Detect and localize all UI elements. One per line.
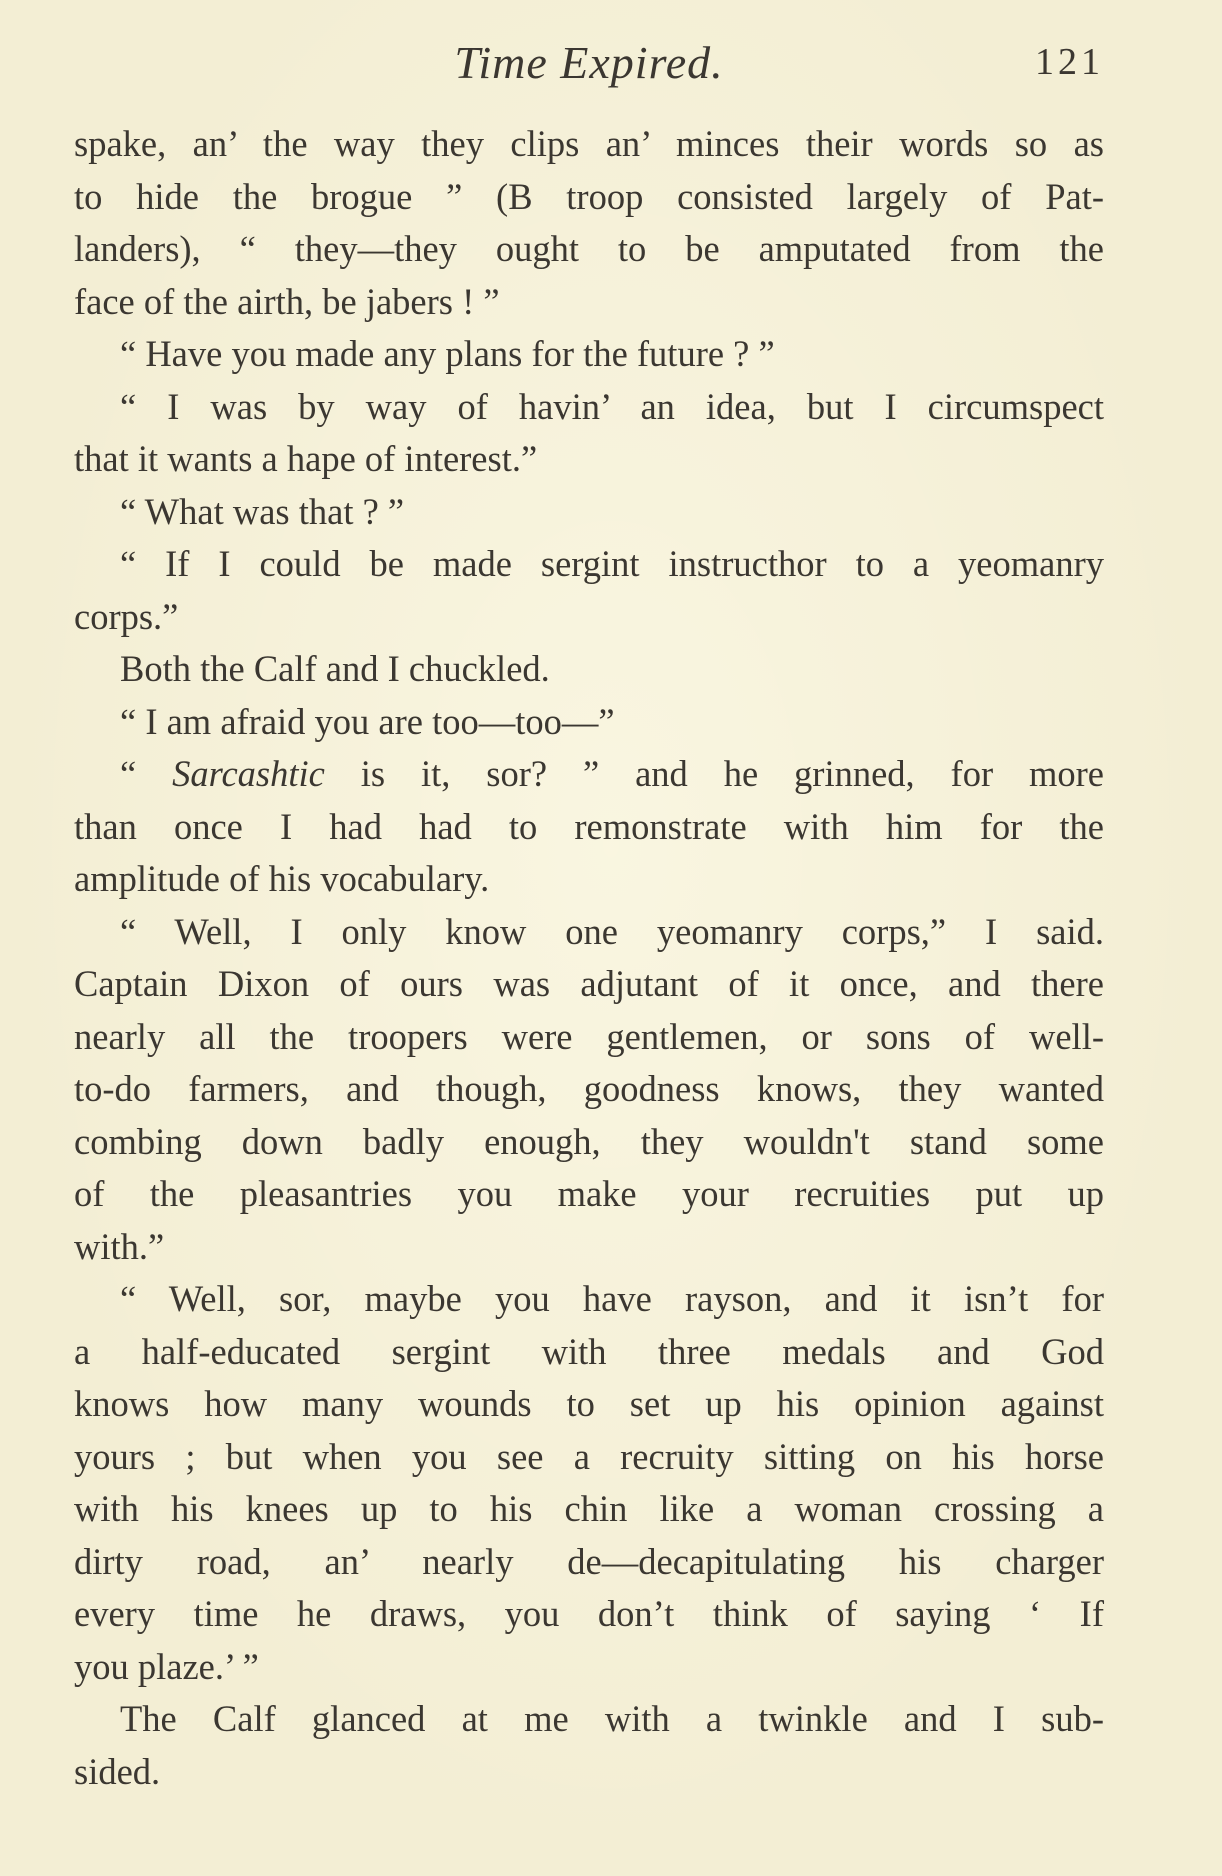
text-line: with his knees up to his chin like a woman crossing a	[74, 1488, 1104, 1529]
text-line: “ I was by way of havin’ an idea, but I circumspect	[120, 385, 1104, 427]
text-line: to-do farmers, and though, goodness knows, they wanted	[74, 1068, 1104, 1109]
text-line: Captain Dixon of ours was adjutant of it once, and there	[74, 963, 1104, 1004]
text-line: “ Well, I only know one yeomanry corps,” I said.	[120, 910, 1104, 952]
text-fragment: is it, sor? ” and he grinned, for more	[324, 753, 1105, 794]
text-line: every time he draws, you don’t think of saying ‘ If	[74, 1593, 1104, 1634]
text-line: spake, an’ the way they clips an’ minces their words so as	[74, 123, 1104, 164]
text-line: you plaze.’ ”	[74, 1645, 259, 1687]
text-line: sided.	[74, 1750, 161, 1792]
text-line: “ Have you made any plans for the future ? ”	[120, 333, 775, 374]
text-line: than once I had had to remonstrate with him for the	[74, 805, 1104, 847]
body-text	[74, 118, 1104, 1798]
text-line: face of the airth, be jabers ! ”	[74, 280, 500, 322]
text-line	[74, 748, 1104, 801]
text-line: nearly all the troopers were gentlemen, or sons of well-	[74, 1015, 1104, 1057]
text-line: yours ; but when you see a recruity sitting on his horse	[74, 1435, 1104, 1477]
text-line: with.”	[74, 1225, 165, 1267]
text-line: “ I am afraid you are too—too—”	[120, 700, 615, 742]
text-line: “ Well, sor, maybe you have rayson, and it isn’t for	[120, 1278, 1104, 1319]
text-line: Both the Calf and I chuckled.	[120, 648, 550, 689]
text-line: to hide the brogue ” (B troop consisted largely of Pat-	[74, 175, 1104, 217]
page-number: 121	[1035, 41, 1104, 83]
text-line: knows how many wounds to set up his opinion against	[74, 1383, 1104, 1424]
italic-word: Sarcashtic	[172, 753, 325, 794]
text-line: of the pleasantries you make your recruities put up	[74, 1173, 1104, 1214]
text-line: “ If I could be made sergint instructhor to a yeomanry	[120, 543, 1104, 584]
text-line: corps.”	[74, 595, 179, 637]
text-line: a half-educated sergint with three medals and God	[74, 1330, 1104, 1372]
text-line: amplitude of his vocabulary.	[74, 858, 490, 899]
text-fragment: “	[120, 753, 173, 794]
text-line: landers), “ they—they ought to be amputated from the	[74, 228, 1104, 269]
text-line: that it wants a hape of interest.”	[74, 438, 538, 479]
text-line: “ What was that ? ”	[120, 490, 405, 532]
text-line: combing down badly enough, they wouldn't stand some	[74, 1120, 1104, 1162]
running-title: Time Expired.	[454, 37, 724, 88]
text-line: The Calf glanced at me with a twinkle and I sub-	[120, 1698, 1104, 1739]
running-head	[74, 28, 1104, 98]
text-line: dirty road, an’ nearly de—decapitulating his charger	[74, 1540, 1104, 1582]
